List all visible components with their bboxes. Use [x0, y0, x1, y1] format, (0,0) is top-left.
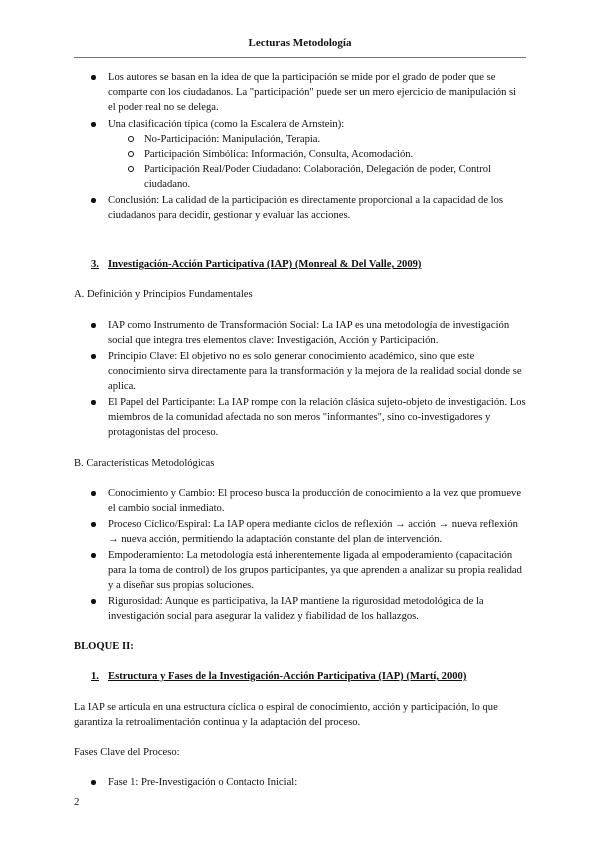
sub-bullet-text: Participación Simbólica: Información, Consulta, Acomodación. — [144, 149, 414, 160]
list-item — [74, 349, 526, 394]
bullet-text: Fase 1: Pre-Investigación o Contacto Inicial: — [108, 777, 298, 788]
bloque-heading: BLOQUE II: — [74, 641, 134, 652]
header-divider — [74, 57, 526, 58]
section-3-heading — [74, 257, 526, 272]
bullet-text: Principio Clave: El objetivo no es solo generar conocimiento académico, sino que este conocimiento sirva directamente para la transformación y la mejora de la realidad social donde se aplica. — [108, 351, 522, 392]
bullet-text: Rigurosidad: Aunque es participativa, la IAP mantiene la rigurosidad metodológica de la investigación social para asegurar la validez y fiabilidad de los hallazgos. — [108, 596, 484, 622]
bullet-text: Proceso Cíclico/Espiral: La IAP opera mediante ciclos de reflexión → acción → nueva reflexión → nueva acción, permitiendo la adaptación constante del plan de intervención. — [108, 519, 518, 545]
list-item — [74, 318, 526, 348]
section-number: 1. — [91, 671, 99, 682]
list-item — [74, 70, 526, 115]
list-item — [74, 594, 526, 624]
arnstein-sublist — [74, 132, 526, 192]
bullet-text: Empoderamiento: La metodología está inherentemente ligada al empoderamiento (capacitación para la toma de control) de los grupos participantes, ya que aprenden a analizar su propia realidad y a diseñar sus propias soluciones. — [108, 550, 522, 591]
subsection-a-bullets — [74, 318, 526, 440]
sub-list-item — [74, 162, 526, 192]
list-item — [74, 517, 526, 547]
page-header-title: Lecturas Metodología — [248, 37, 352, 49]
sub-bullet-text: Participación Real/Poder Ciudadano: Colaboración, Delegación de poder, Control ciudadano. — [144, 164, 492, 190]
section-number: 3. — [91, 259, 99, 270]
sub-list-item — [74, 147, 526, 162]
bullet-text: Los autores se basan en la idea de que la participación se mide por el grado de poder que se comparte con los ciudadanos. La "participación" puede ser un mero ejercicio de manipulación si el poder real no se delega. — [108, 72, 517, 113]
subsection-b-title: B. Características Metodológicas — [74, 458, 215, 469]
sub-list-item — [74, 132, 526, 147]
bullet-text: IAP como Instrumento de Transformación Social: La IAP es una metodología de investigación social que integra tres elementos clave: Investigación, Acción y Participación. — [108, 320, 510, 346]
bullet-text: El Papel del Participante: La IAP rompe con la relación clásica sujeto-objeto de investigación. Los miembros de la comunidad afectada no son meros "informantes", sino co-investigadores y protagonistas del proceso. — [108, 397, 526, 438]
document-body — [74, 70, 526, 791]
list-item — [74, 486, 526, 516]
bloque-section-1-heading — [74, 669, 526, 684]
subsection-a-title: A. Definición y Principios Fundamentales — [74, 289, 253, 300]
section-title: Estructura y Fases de la Investigación-Acción Participativa (IAP) (Martí, 2000) — [108, 671, 467, 682]
bullet-text: Conocimiento y Cambio: El proceso busca la producción de conocimiento a la vez que promueve el cambio social inmediato. — [108, 488, 522, 514]
list-item — [74, 395, 526, 440]
section-title: Investigación-Acción Participativa (IAP) (Monreal & Del Valle, 2009) — [108, 259, 422, 270]
list-item — [74, 117, 526, 192]
bullet-text: Conclusión: La calidad de la participación es directamente proporcional a la capacidad de los ciudadanos para decidir, gestionar y evaluar las acciones. — [108, 195, 504, 221]
sub-bullet-text: No-Participación: Manipulación, Terapia. — [144, 134, 321, 145]
list-item — [74, 775, 526, 790]
phases-title: Fases Clave del Proceso: — [74, 747, 180, 758]
bloque-paragraph: La IAP se articula en una estructura cíclica o espiral de conocimiento, acción y participación, lo que garantiza la retroalimentación continua y la adaptación del proceso. — [74, 702, 498, 728]
bullet-text: Una clasificación típica (como la Escalera de Arnstein): — [108, 119, 345, 130]
phases-list — [74, 775, 526, 790]
subsection-b-bullets — [74, 486, 526, 624]
list-item — [74, 548, 526, 593]
page-number: 2 — [74, 796, 80, 808]
intro-bullet-list — [74, 70, 526, 223]
list-item — [74, 193, 526, 223]
